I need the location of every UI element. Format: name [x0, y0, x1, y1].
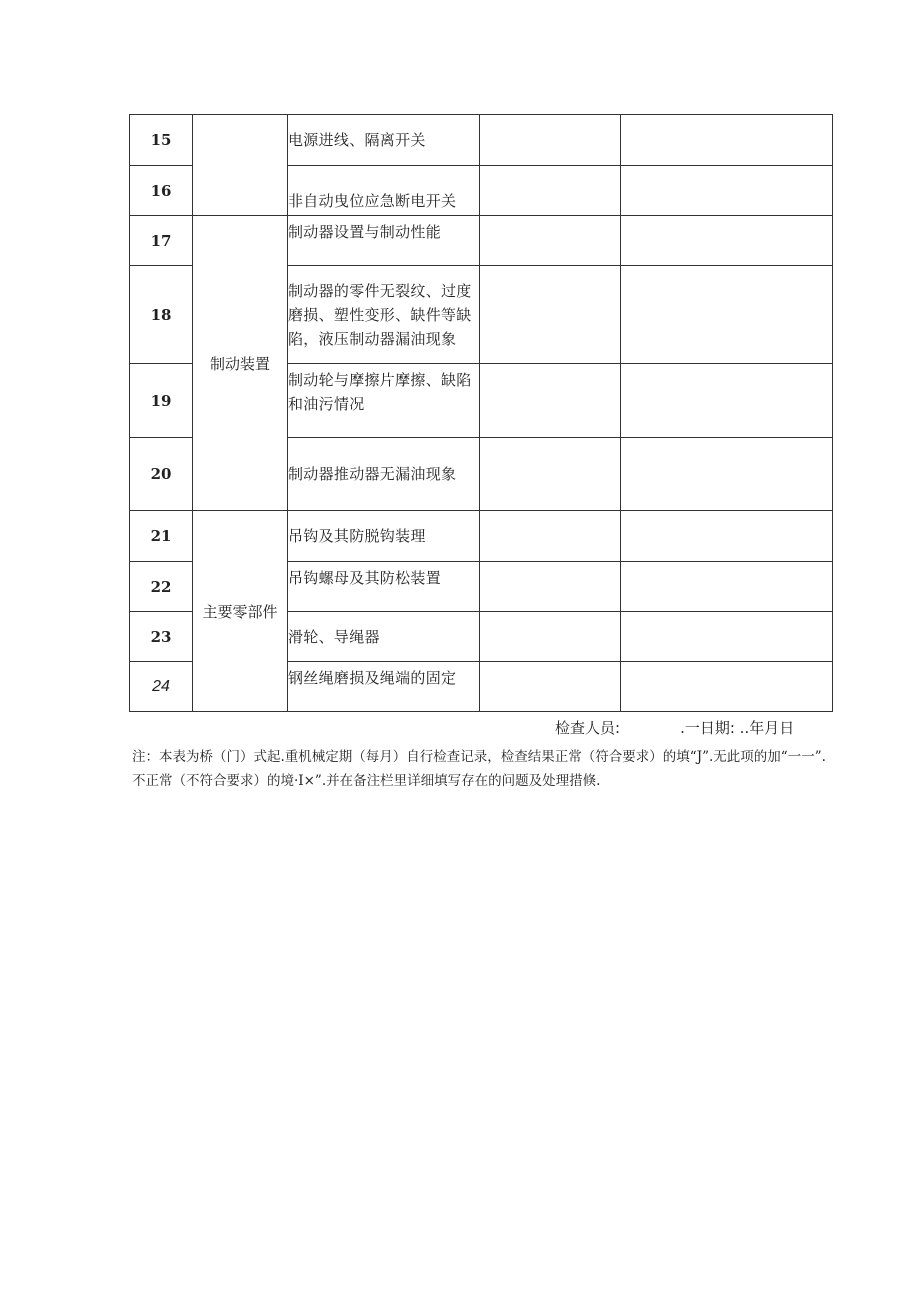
inspector-label: 检查人员:	[555, 719, 621, 737]
category-cell-empty	[193, 115, 288, 216]
result-cell[interactable]	[480, 562, 621, 612]
check-item: 非自动曳位应急断电开关	[288, 166, 480, 216]
remark-cell[interactable]	[621, 364, 833, 438]
row-number: 19	[130, 364, 193, 438]
result-cell[interactable]	[480, 364, 621, 438]
row-number: 18	[130, 266, 193, 364]
result-cell[interactable]	[480, 438, 621, 511]
remark-cell[interactable]	[621, 612, 833, 662]
check-item: 电源进线、隔离开关	[288, 115, 480, 166]
remark-cell[interactable]	[621, 216, 833, 266]
result-cell[interactable]	[480, 166, 621, 216]
signature-line	[555, 717, 835, 738]
check-item: 滑轮、导绳器	[288, 612, 480, 662]
inspection-table	[129, 114, 833, 712]
date-label: .一日期:	[680, 719, 735, 737]
remark-cell[interactable]	[621, 662, 833, 712]
table-row	[130, 115, 833, 166]
row-number: 16	[130, 166, 193, 216]
check-item: 制动器推动器无漏油现象	[288, 438, 480, 511]
check-item: 制动器设置与制动性能	[288, 216, 480, 266]
remark-cell[interactable]	[621, 115, 833, 166]
check-item: 吊钩及其防脱钩装理	[288, 511, 480, 562]
check-item: 钢丝绳磨损及绳端的固定	[288, 662, 480, 712]
category-main-parts: 主要零部件	[193, 511, 288, 712]
remark-cell[interactable]	[621, 511, 833, 562]
row-number: 23	[130, 612, 193, 662]
remark-cell[interactable]	[621, 438, 833, 511]
remark-cell[interactable]	[621, 166, 833, 216]
result-cell[interactable]	[480, 115, 621, 166]
table-row	[130, 216, 833, 266]
remark-cell[interactable]	[621, 562, 833, 612]
result-cell[interactable]	[480, 216, 621, 266]
check-item: 制动轮与摩擦片摩擦、缺陷和油污情况	[288, 364, 480, 438]
result-cell[interactable]	[480, 511, 621, 562]
row-number: 24	[130, 662, 193, 712]
result-cell[interactable]	[480, 266, 621, 364]
row-number: 20	[130, 438, 193, 511]
result-cell[interactable]	[480, 612, 621, 662]
remark-cell[interactable]	[621, 266, 833, 364]
row-number: 17	[130, 216, 193, 266]
row-number: 15	[130, 115, 193, 166]
row-number: 21	[130, 511, 193, 562]
row-number: 22	[130, 562, 193, 612]
check-item: 制动器的零件无裂纹、过度磨损、塑性变形、缺件等缺陷，液压制动器漏油现象	[288, 266, 480, 364]
date-value: ..年月日	[739, 719, 795, 737]
category-brake: 制动装置	[193, 216, 288, 511]
check-item: 吊钩螺母及其防松装置	[288, 562, 480, 612]
footnote: 注：本表为桥（门）式起.重机械定期（每月）自行检查记录，检查结果正常（符合要求）的填“J”.无此项的加“一一”.不正常（不符合要求）的境·Ι×”.并在备注栏里详细填写存在的问题及处理措倏.	[132, 749, 826, 789]
result-cell[interactable]	[480, 662, 621, 712]
table-row	[130, 511, 833, 562]
